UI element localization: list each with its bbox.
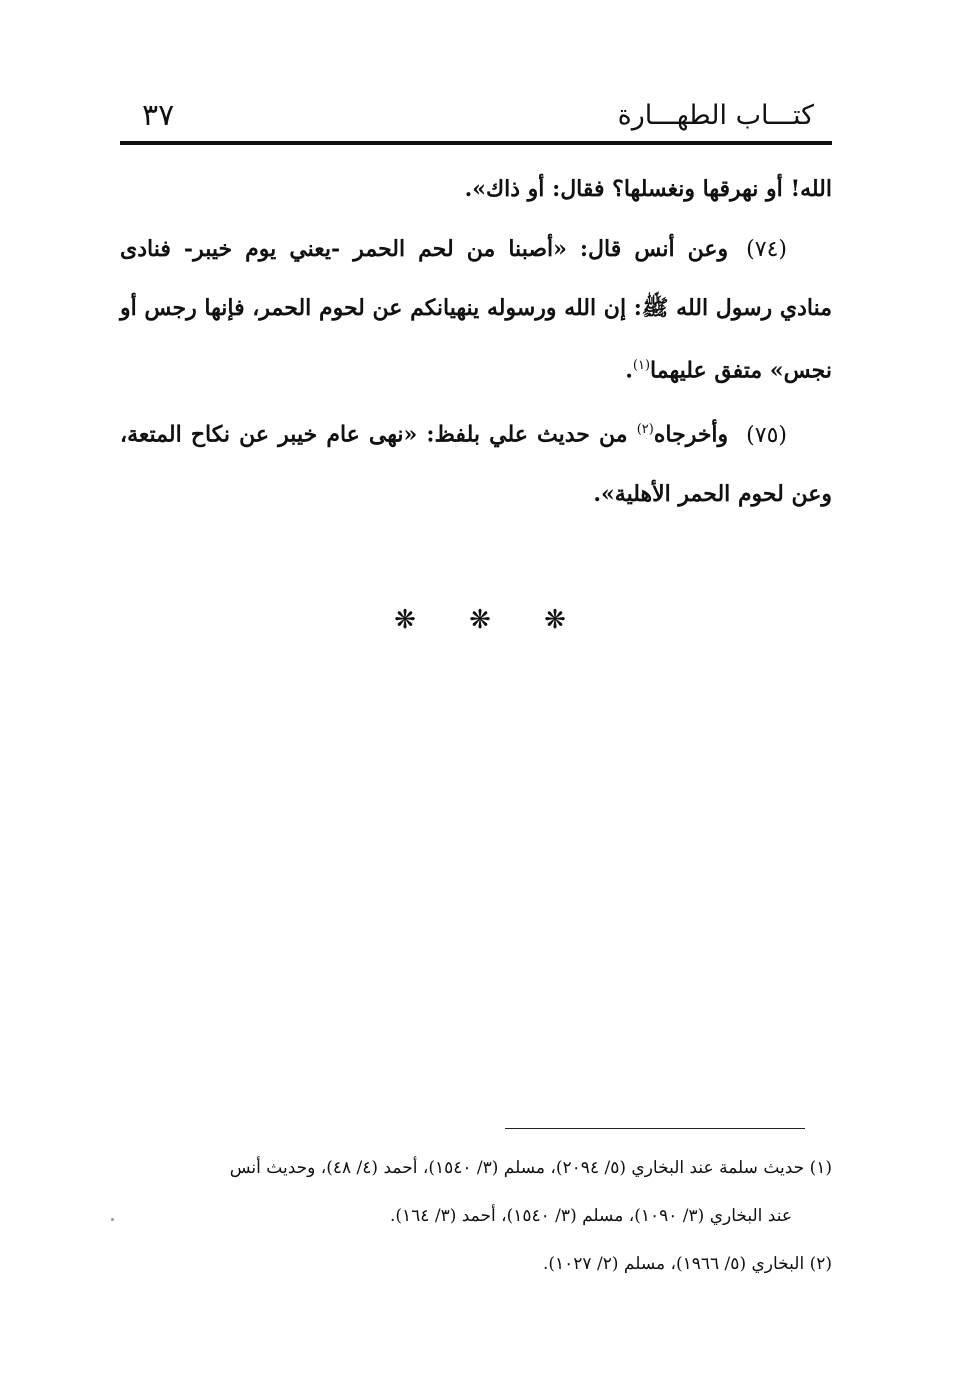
star-icon: ❋	[394, 605, 416, 635]
star-icon: ❋	[469, 605, 491, 635]
scan-speck	[111, 1218, 114, 1221]
hadith-text-continued: من حديث علي بلفظ: «نهى عام خيبر عن نكاح المتعة، وعن لحوم الحمر الأهلية».	[120, 421, 832, 507]
hadith-number: (٧٥)	[746, 422, 787, 448]
footnote-ref[interactable]: (١)	[632, 358, 651, 373]
hadith-number: (٧٤)	[746, 237, 787, 262]
page-header	[120, 96, 832, 144]
footnote-2: (٢) البخاري (٥/ ١٩٦٦)، مسلم (٢/ ١٠٢٧).	[542, 1254, 832, 1274]
page-number: ٣٧	[142, 98, 175, 133]
footnote-rule	[505, 1128, 805, 1129]
section-separator	[380, 600, 580, 640]
hadith-75	[120, 401, 832, 522]
footnote-1-continued: عند البخاري (٣/ ١٠٩٠)، مسلم (٣/ ١٥٤٠)، أحمد (٣/ ١٦٤).	[389, 1206, 792, 1226]
chapter-title: كتـــاب الطهـــارة	[617, 100, 814, 131]
opening-line: الله! أو نهرقها ونغسلها؟ فقال: أو ذاك».	[464, 176, 832, 202]
star-icon: ❋	[544, 605, 566, 635]
hadith-text: وعن أنس قال: «أصبنا من لحم الحمر -يعني يوم خيبر- فنادى منادي رسول الله ﷺ: إن الله ورسوله ينهيانكم عن لحوم الحمر، فإنها رجس أو نجس» متفق عليهما	[120, 236, 832, 384]
header-rule	[120, 141, 832, 145]
hadith-text: وأخرجاه	[653, 421, 729, 448]
main-text	[120, 160, 832, 523]
footnotes	[120, 1144, 832, 1288]
footnote-1: (١) حديث سلمة عند البخاري (٥/ ٢٠٩٤)، مسلم (٣/ ١٥٤٠)، أحمد (٤/ ٤٨)، وحديث أنس	[229, 1158, 832, 1178]
hadith-74	[120, 220, 832, 399]
footnote-ref[interactable]: (٢)	[636, 422, 654, 438]
hadith-end: .	[625, 357, 633, 384]
